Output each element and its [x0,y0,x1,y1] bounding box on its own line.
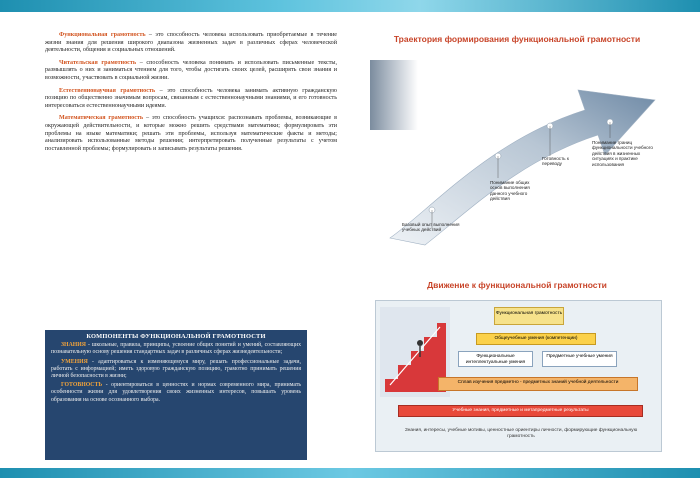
definition-paragraph [45,60,337,83]
trajectory-step-2: Понимание общих основ выполнения данного учебного действия [490,180,530,202]
trajectory-diagram [370,60,660,250]
definitions-column [45,32,337,158]
definition-text: – это способность учащихся: распознавать проблемы, возникающие в окружающей действительности, и которые можно решить средствами математики; формулировать эти проблемы на языке математики; решать эти проблемы, используя математические факты и методы; анализировать использованные методы решения; интерпретировать полученные результаты с учетом поставленной проблемы; формулировать и записывать результаты решения. [45,115,337,152]
top-decorative-bar [0,0,700,12]
component-item [51,382,301,404]
trajectory-title: Траектория формирования функциональной грамотности [393,34,641,44]
term-label: Естественнонаучная грамотность [59,87,156,94]
term-label: Читательская грамотность [59,59,137,66]
component-item [51,342,301,356]
box-functional-literacy: Функциональная грамотность [494,307,564,325]
box-universal-skills: Общеучебные умения (компетенции) [476,333,596,345]
trajectory-step-1: Базовый опыт выполнения учебных действий [402,222,460,233]
component-label: ЗНАНИЯ [61,342,86,349]
term-label: Математическая грамотность [59,115,144,122]
movement-title: Движение к функциональной грамотности [427,280,607,290]
definition-paragraph [45,32,337,55]
components-title: КОМПОНЕНТЫ ФУНКЦИОНАЛЬНОЙ ГРАМОТНОСТИ [86,333,266,340]
box-knowledge-fusion: Сплав изучения предметно - предметных знаний учебной деятельности [438,377,638,391]
component-text: - адаптироваться к изменяющемуся миру, решать профессиональные задачи, работать с информацией; иметь здоровую гражданскую позицию, грамотно принимать решения личной безопасности в жизни; [51,358,301,380]
box-learning-results: Учебные знания, предметные и метапредметные результаты [398,405,643,417]
movement-caption: Знания, интересы, учебные мотивы, ценностные ориентиры личности, формирующие функциональную грамотность [404,428,638,439]
box-intellectual-skills: Функциональные интеллектуальные умения [458,351,533,367]
component-label: УМЕНИЯ [61,358,88,365]
definition-text: – это способность человека занимать активную гражданскую позицию по общественно значимым вопросам, связанным с естественнонаучными знаниями, и его готовность интересоваться естественнонаучными идеями. [45,87,337,109]
definition-text: – это способность человека использовать приобретаемые в течение жизни знания для решения широкого диапазона жизненных задач в различных сферах человеческой деятельности, общения и социальных отношений. [45,32,337,54]
definition-paragraph [45,88,337,111]
movement-diagram [375,300,662,452]
component-text: - ориентироваться в ценностях и нормах современного мира, принимать особенности жизни для удовлетворения своих жизненных интересов, повышать уровень образования на основе осознанного выбора. [51,382,301,403]
component-item [51,359,301,381]
term-label: Функциональная грамотность [59,32,146,38]
components-panel [45,330,307,460]
box-subject-skills: Предметные учебные умения [542,351,617,367]
component-text: - школьные, правила, принципы, усвоение общих понятий и умений, составляющих познавательную основу решения стандартных задач в различных сферах жизнедеятельности; [51,342,301,356]
definition-paragraph [45,115,337,153]
bottom-decorative-bar [0,468,700,478]
trajectory-step-4: Понимание границ функциональности учебного действия в жизненных ситуациях и практике использования [592,140,653,167]
definition-text: – способность человека понимать и использовать письменные тексты, размышлять о них и заниматься чтением для того, чтобы достигать своих целей, расширять свои знания и возможности, участвовать в социальной жизни. [45,59,338,81]
component-label: ГОТОВНОСТЬ [61,382,103,389]
trajectory-step-3: Готовность к переводу [542,156,569,167]
